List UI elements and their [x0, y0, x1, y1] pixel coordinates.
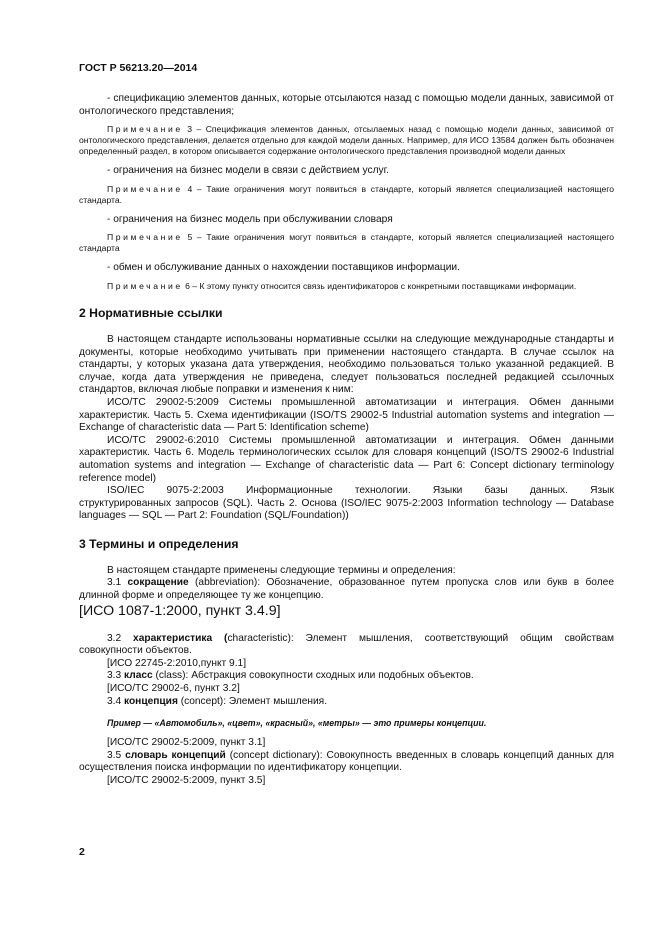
document-header: ГОСТ Р 56213.20—2014: [79, 62, 198, 74]
word: данных.: [529, 485, 568, 497]
note-label: Примечание: [107, 232, 183, 243]
note-label: Примечание: [107, 183, 183, 194]
term-3-3-source: [ИСО/ТС 29002-6, пункт 3.2]: [107, 683, 240, 695]
note-4: [79, 184, 614, 206]
term-3-5-source: [ИСО/ТС 29002-5:2009, пункт 3.5]: [107, 775, 266, 786]
term-number: 3.2: [107, 632, 134, 644]
term-name: характеристика (: [133, 632, 228, 644]
term-3-1: [79, 577, 614, 602]
term-number: 3.4: [107, 695, 124, 707]
section-3-intro: В настоящем стандарте применены следующие термины и определения:: [107, 564, 456, 576]
term-3-3: [79, 670, 614, 683]
term-3-4: [79, 696, 614, 709]
term-name: класс: [124, 670, 153, 682]
note-label: Примечание: [107, 124, 183, 135]
term-3-2: [79, 633, 614, 658]
term-3-1-source: [ИСО 1087-1:2000, пункт 3.4.9]: [79, 602, 281, 619]
term-definition: (concept): Элемент мышления.: [177, 695, 328, 707]
page-number: 2: [79, 846, 85, 858]
term-name: словарь концепций: [125, 749, 226, 761]
word: 9075-2:2003: [166, 485, 224, 497]
word: базы: [484, 485, 508, 497]
note-text: 5 – Такие ограничения могут появиться в стандарте, который является специализацией настоящего стандарта: [79, 232, 614, 254]
term-3-4-source: [ИСО/ТС 29002-5:2009, пункт 3.1]: [107, 737, 266, 749]
note-6: [79, 281, 614, 292]
term-3-5: [79, 750, 614, 775]
term-number: 3.1: [107, 577, 128, 589]
paragraph-dictionary-maintenance: - ограничения на бизнес модель при обслуживании словаря: [107, 213, 393, 225]
note-label: Примечание: [107, 280, 183, 291]
note-text: 6 – К этому пункту относится связь идентификаторов с конкретными поставщиками информации.: [182, 280, 577, 291]
section-3-title: 3 Термины и определения: [79, 536, 239, 551]
paragraph-suppliers: - обмен и обслуживание данных о нахождении поставщиков информации.: [107, 262, 460, 274]
term-name: сокращение: [127, 577, 189, 589]
term-3-2-source: [ИСО 22745-2:2010,пункт 9.1]: [107, 657, 247, 669]
section-2-title: 2 Нормативные ссылки: [79, 305, 223, 320]
reference-iso-29002-6: ИСО/ТС 29002-6:2010 Системы промышленной автоматизации и интеграция. Обмен данными характеристик. Часть 6. Модель терминологических ссылок для словаря концепций (ISO/TS 29002-6 Industrial automation systems and integration — Exchange of characteristic data — Part 6: Concept dictionary terminology reference model): [79, 434, 614, 484]
note-5: [79, 232, 614, 254]
term-number: 3.3: [107, 670, 124, 682]
note-3: [79, 124, 614, 157]
term-definition: (concept dictionary): Совокупность введенных в словарь концепций данных для осуществления поиска информации по идентификатору концепции.: [79, 749, 614, 774]
reference-iso-9075-first-line: [79, 485, 614, 498]
paragraph-data-elements: - спецификацию элементов данных, которые отсылаются назад с помощью модели данных, зависимой от онтологического представления;: [79, 93, 614, 117]
note-text: 3 – Спецификация элементов данных, отсылаемых назад с помощью модели данных, зависимой от онтологического представления, делается отдельно для каждой модели данных. Например, для ИСО 13584 должен быть обозначен определенный раздел, в котором описывается содержание онтологического представления производной модели данных: [79, 124, 614, 157]
note-text: 4 – Такие ограничения могут появиться в стандарте, который является специализацией настоящего стандарта.: [79, 183, 614, 205]
term-3-4-example: Пример — «Автомобиль», «цвет», «красный», «метры» — это примеры концепции.: [107, 718, 487, 729]
word: Языки: [432, 485, 463, 497]
term-definition: (class): Абстракция совокупности сходных или подобных объектов.: [152, 670, 474, 682]
term-definition: (abbreviation): Обозначение, образованное путем пропуска слов или букв в более длинной форме и определяющее ту же концепцию.: [79, 577, 614, 602]
page-body: [79, 93, 614, 788]
section-2-intro: В настоящем стандарте использованы нормативные ссылки на следующие международные стандарты и документы, которые необходимо учитывать при применении настоящего стандарта. В случае ссылок на стандарты, у которых указана дата утверждения, необходимо пользоваться только указанной редакцией. В случае, когда дата утверждения не приведена, следует пользоваться последней редакцией ссылочных стандартов, включая любые поправки и изменения к ним:: [79, 333, 614, 396]
word: Информационные: [245, 485, 333, 497]
word: технологии.: [354, 485, 411, 497]
word: ISO/IEC: [107, 485, 145, 497]
term-number: 3.5: [107, 749, 126, 761]
term-definition: characteristic): Элемент мышления, соответствующий общим свойствам совокупности объектов.: [79, 632, 614, 657]
paragraph-business-models: - ограничения на бизнес модели в связи с действием услуг.: [107, 165, 389, 177]
term-name: концепция: [124, 695, 178, 707]
reference-iso-29002-5: ИСО/ТС 29002-5:2009 Системы промышленной автоматизации и интеграция. Обмен данными характеристик. Часть 5. Схема идентификации (ISO/TS 29002-5 Industrial automation systems and integration — Exchange of characteristic data — Part 5: Identification scheme): [79, 396, 614, 434]
reference-iso-9075-rest: структурированных запросов (SQL). Часть 2. Основа (ISO/IEC 9075-2:2003 Information technology — Database languages — SQL — Part 2: Foundation (SQL/Foundation)): [79, 497, 614, 522]
word: Язык: [590, 485, 614, 497]
